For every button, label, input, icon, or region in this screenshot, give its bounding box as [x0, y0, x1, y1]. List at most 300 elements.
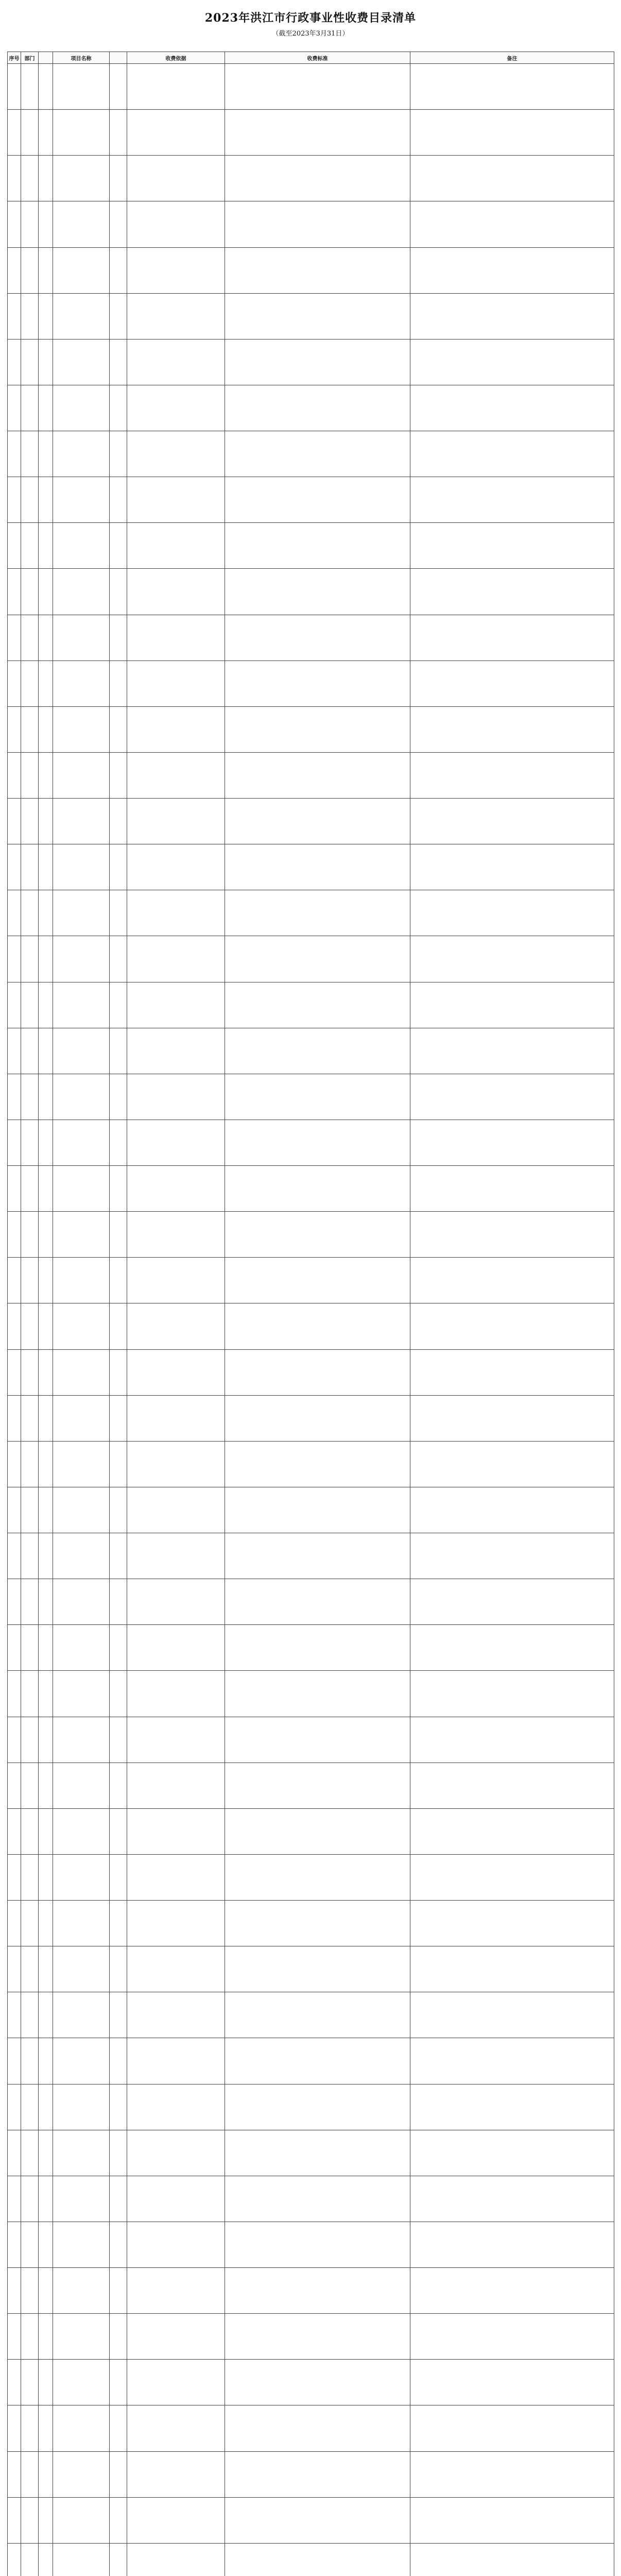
cell-subindex [39, 1441, 53, 1487]
cell-remarks [410, 293, 614, 339]
cell-index [8, 1671, 21, 1717]
cell-item-name [53, 844, 110, 890]
cell-basis [127, 1212, 225, 1258]
cell-department [21, 936, 39, 982]
cell-basis [127, 1625, 225, 1671]
cell-department [21, 1854, 39, 1900]
cell-item-name [53, 615, 110, 660]
cell-standard [225, 2543, 410, 2576]
cell-index [8, 982, 21, 1028]
cell-department [21, 2451, 39, 2497]
cell-basis [127, 1579, 225, 1625]
table-row [8, 799, 614, 844]
cell-standard [225, 660, 410, 706]
cell-basis [127, 385, 225, 431]
cell-standard [225, 2314, 410, 2360]
cell-department [21, 1992, 39, 2038]
cell-item-name [53, 1349, 110, 1395]
cell-item-name [53, 2451, 110, 2497]
cell-department [21, 2038, 39, 2084]
cell-standard [225, 1533, 410, 1579]
cell-basis [127, 982, 225, 1028]
cell-standard [225, 1946, 410, 1992]
cell-item-name [53, 339, 110, 385]
cell-index [8, 2038, 21, 2084]
cell-subindex [39, 2084, 53, 2130]
cell-subindex [39, 1808, 53, 1854]
cell-category [110, 385, 127, 431]
cell-subindex [39, 1992, 53, 2038]
cell-basis [127, 2084, 225, 2130]
cell-remarks [410, 1349, 614, 1395]
cell-standard [225, 201, 410, 247]
cell-basis [127, 1808, 225, 1854]
cell-remarks [410, 890, 614, 936]
cell-department [21, 2405, 39, 2451]
cell-subindex [39, 1854, 53, 1900]
cell-item-name [53, 569, 110, 615]
cell-category [110, 1854, 127, 1900]
cell-item-name [53, 1028, 110, 1074]
cell-item-name [53, 1258, 110, 1303]
cell-department [21, 1074, 39, 1120]
cell-subindex [39, 1946, 53, 1992]
table-row [8, 706, 614, 752]
cell-remarks [410, 247, 614, 293]
table-row [8, 1717, 614, 1762]
cell-category [110, 844, 127, 890]
cell-item-name [53, 1487, 110, 1533]
cell-standard [225, 431, 410, 477]
cell-basis [127, 1671, 225, 1717]
table-row [8, 1028, 614, 1074]
cell-remarks [410, 1120, 614, 1165]
cell-subindex [39, 293, 53, 339]
cell-standard [225, 1166, 410, 1212]
cell-index [8, 2130, 21, 2176]
cell-item-name [53, 2497, 110, 2543]
cell-basis [127, 1441, 225, 1487]
cell-remarks [410, 799, 614, 844]
cell-standard [225, 2405, 410, 2451]
cell-subindex [39, 2497, 53, 2543]
table-row [8, 569, 614, 615]
cell-subindex [39, 844, 53, 890]
cell-standard [225, 1808, 410, 1854]
cell-subindex [39, 477, 53, 523]
cell-basis [127, 339, 225, 385]
cell-category [110, 799, 127, 844]
cell-index [8, 1120, 21, 1165]
cell-department [21, 1671, 39, 1717]
table-row [8, 1074, 614, 1120]
cell-category [110, 431, 127, 477]
cell-basis [127, 1166, 225, 1212]
table-row [8, 247, 614, 293]
cell-item-name [53, 1717, 110, 1762]
table-row [8, 2314, 614, 2360]
cell-index [8, 2222, 21, 2267]
cell-standard [225, 1395, 410, 1441]
table-row [8, 1258, 614, 1303]
cell-index [8, 1854, 21, 1900]
cell-remarks [410, 2222, 614, 2267]
cell-item-name [53, 2176, 110, 2222]
cell-remarks [410, 1717, 614, 1762]
cell-category [110, 247, 127, 293]
cell-subindex [39, 615, 53, 660]
cell-index [8, 706, 21, 752]
header-index: 序号 [8, 52, 21, 64]
cell-basis [127, 2222, 225, 2267]
table-row [8, 1487, 614, 1533]
cell-subindex [39, 1074, 53, 1120]
cell-subindex [39, 385, 53, 431]
cell-category [110, 660, 127, 706]
cell-item-name [53, 293, 110, 339]
cell-department [21, 339, 39, 385]
table-row [8, 936, 614, 982]
cell-standard [225, 523, 410, 569]
cell-remarks [410, 110, 614, 156]
cell-category [110, 1671, 127, 1717]
cell-standard [225, 1579, 410, 1625]
document-title: 2023年洪江市行政事业性收费目录清单 [204, 11, 417, 25]
cell-remarks [410, 844, 614, 890]
cell-category [110, 2038, 127, 2084]
cell-category [110, 201, 127, 247]
cell-standard [225, 2268, 410, 2314]
cell-standard [225, 247, 410, 293]
cell-subindex [39, 1212, 53, 1258]
cell-department [21, 1946, 39, 1992]
cell-subindex [39, 2543, 53, 2576]
cell-remarks [410, 1762, 614, 1808]
cell-index [8, 1901, 21, 1946]
cell-subindex [39, 64, 53, 110]
cell-category [110, 1717, 127, 1762]
cell-remarks [410, 523, 614, 569]
table-row [8, 1671, 614, 1717]
table-row [8, 1901, 614, 1946]
cell-item-name [53, 1441, 110, 1487]
cell-basis [127, 752, 225, 798]
cell-item-name [53, 1625, 110, 1671]
cell-category [110, 1074, 127, 1120]
cell-index [8, 431, 21, 477]
table-row [8, 2038, 614, 2084]
cell-basis [127, 2497, 225, 2543]
cell-basis [127, 799, 225, 844]
cell-standard [225, 2130, 410, 2176]
cell-remarks [410, 1166, 614, 1212]
cell-remarks [410, 1395, 614, 1441]
cell-standard [225, 1028, 410, 1074]
cell-basis [127, 201, 225, 247]
cell-basis [127, 1992, 225, 2038]
cell-index [8, 2268, 21, 2314]
cell-basis [127, 569, 225, 615]
table-row [8, 477, 614, 523]
table-row [8, 1625, 614, 1671]
cell-basis [127, 1028, 225, 1074]
cell-category [110, 615, 127, 660]
table-row [8, 523, 614, 569]
cell-department [21, 477, 39, 523]
cell-index [8, 1992, 21, 2038]
table-row [8, 1441, 614, 1487]
cell-index [8, 1533, 21, 1579]
cell-department [21, 64, 39, 110]
cell-remarks [410, 1441, 614, 1487]
cell-basis [127, 1533, 225, 1579]
cell-remarks [410, 2176, 614, 2222]
cell-category [110, 2405, 127, 2451]
table-row [8, 1166, 614, 1212]
cell-standard [225, 1258, 410, 1303]
cell-subindex [39, 110, 53, 156]
cell-index [8, 2314, 21, 2360]
cell-basis [127, 2038, 225, 2084]
cell-department [21, 2084, 39, 2130]
cell-standard [225, 1671, 410, 1717]
cell-category [110, 2084, 127, 2130]
cell-department [21, 385, 39, 431]
cell-item-name [53, 1533, 110, 1579]
cell-standard [225, 293, 410, 339]
cell-remarks [410, 1854, 614, 1900]
cell-remarks [410, 1028, 614, 1074]
cell-remarks [410, 2405, 614, 2451]
cell-category [110, 1533, 127, 1579]
cell-category [110, 1762, 127, 1808]
cell-item-name [53, 1992, 110, 2038]
cell-item-name [53, 1303, 110, 1349]
cell-department [21, 1533, 39, 1579]
cell-category [110, 110, 127, 156]
cell-category [110, 1579, 127, 1625]
cell-basis [127, 477, 225, 523]
cell-subindex [39, 1762, 53, 1808]
cell-remarks [410, 1671, 614, 1717]
cell-index [8, 615, 21, 660]
cell-subindex [39, 1533, 53, 1579]
table-row [8, 2176, 614, 2222]
cell-category [110, 1625, 127, 1671]
cell-category [110, 339, 127, 385]
cell-remarks [410, 1625, 614, 1671]
cell-standard [225, 2084, 410, 2130]
table-row [8, 1120, 614, 1165]
cell-category [110, 936, 127, 982]
cell-index [8, 2360, 21, 2405]
cell-department [21, 1487, 39, 1533]
cell-item-name [53, 2314, 110, 2360]
cell-department [21, 844, 39, 890]
cell-index [8, 1395, 21, 1441]
cell-remarks [410, 339, 614, 385]
header-subindex [39, 52, 53, 64]
cell-remarks [410, 1946, 614, 1992]
table-row [8, 2222, 614, 2267]
cell-subindex [39, 752, 53, 798]
cell-item-name [53, 523, 110, 569]
cell-basis [127, 1303, 225, 1349]
cell-item-name [53, 2405, 110, 2451]
cell-department [21, 2360, 39, 2405]
cell-department [21, 1349, 39, 1395]
cell-category [110, 64, 127, 110]
cell-standard [225, 1120, 410, 1165]
table-row [8, 2405, 614, 2451]
cell-index [8, 201, 21, 247]
table-row [8, 1992, 614, 2038]
table-header-row [8, 52, 614, 64]
cell-standard [225, 706, 410, 752]
cell-item-name [53, 1808, 110, 1854]
cell-item-name [53, 1671, 110, 1717]
cell-basis [127, 523, 225, 569]
cell-basis [127, 1946, 225, 1992]
cell-basis [127, 615, 225, 660]
cell-standard [225, 1717, 410, 1762]
cell-standard [225, 1074, 410, 1120]
cell-subindex [39, 1671, 53, 1717]
cell-department [21, 615, 39, 660]
cell-category [110, 2543, 127, 2576]
cell-subindex [39, 1579, 53, 1625]
cell-remarks [410, 2314, 614, 2360]
cell-index [8, 339, 21, 385]
cell-item-name [53, 247, 110, 293]
cell-item-name [53, 1395, 110, 1441]
cell-item-name [53, 2222, 110, 2267]
table-row [8, 1579, 614, 1625]
cell-index [8, 1487, 21, 1533]
cell-standard [225, 2176, 410, 2222]
cell-basis [127, 706, 225, 752]
table-row [8, 1303, 614, 1349]
cell-category [110, 2130, 127, 2176]
cell-remarks [410, 1258, 614, 1303]
cell-index [8, 1349, 21, 1395]
cell-department [21, 293, 39, 339]
table-row [8, 2543, 614, 2576]
cell-department [21, 2543, 39, 2576]
cell-standard [225, 982, 410, 1028]
cell-category [110, 2176, 127, 2222]
cell-basis [127, 2176, 225, 2222]
cell-remarks [410, 2084, 614, 2130]
cell-category [110, 1901, 127, 1946]
cell-index [8, 2543, 21, 2576]
cell-basis [127, 1074, 225, 1120]
cell-standard [225, 110, 410, 156]
cell-subindex [39, 2222, 53, 2267]
cell-department [21, 2130, 39, 2176]
cell-standard [225, 844, 410, 890]
cell-department [21, 982, 39, 1028]
cell-subindex [39, 523, 53, 569]
table-row [8, 64, 614, 110]
cell-basis [127, 156, 225, 201]
cell-subindex [39, 890, 53, 936]
cell-subindex [39, 201, 53, 247]
cell-remarks [410, 1074, 614, 1120]
cell-category [110, 156, 127, 201]
cell-subindex [39, 2038, 53, 2084]
cell-index [8, 660, 21, 706]
cell-category [110, 1808, 127, 1854]
cell-subindex [39, 2130, 53, 2176]
cell-remarks [410, 1992, 614, 2038]
table-row [8, 431, 614, 477]
cell-category [110, 2497, 127, 2543]
cell-index [8, 1441, 21, 1487]
table-row [8, 2084, 614, 2130]
cell-item-name [53, 2130, 110, 2176]
cell-department [21, 156, 39, 201]
cell-category [110, 2451, 127, 2497]
header-standard: 收费标准 [225, 52, 410, 64]
cell-index [8, 156, 21, 201]
cell-department [21, 1625, 39, 1671]
table-row [8, 890, 614, 936]
cell-subindex [39, 2314, 53, 2360]
cell-basis [127, 936, 225, 982]
table-row [8, 156, 614, 201]
cell-item-name [53, 660, 110, 706]
cell-department [21, 2497, 39, 2543]
table-row [8, 1533, 614, 1579]
cell-standard [225, 1441, 410, 1487]
cell-item-name [53, 936, 110, 982]
cell-department [21, 247, 39, 293]
cell-basis [127, 1487, 225, 1533]
cell-index [8, 936, 21, 982]
cell-index [8, 1074, 21, 1120]
cell-item-name [53, 2268, 110, 2314]
cell-subindex [39, 2268, 53, 2314]
cell-remarks [410, 982, 614, 1028]
cell-category [110, 523, 127, 569]
cell-category [110, 293, 127, 339]
cell-basis [127, 1120, 225, 1165]
cell-subindex [39, 1028, 53, 1074]
cell-subindex [39, 247, 53, 293]
cell-item-name [53, 1946, 110, 1992]
cell-category [110, 1349, 127, 1395]
cell-standard [225, 936, 410, 982]
cell-subindex [39, 2360, 53, 2405]
cell-basis [127, 1717, 225, 1762]
cell-basis [127, 2130, 225, 2176]
cell-basis [127, 293, 225, 339]
cell-remarks [410, 477, 614, 523]
cell-basis [127, 844, 225, 890]
cell-index [8, 1946, 21, 1992]
cell-item-name [53, 1762, 110, 1808]
table-row [8, 2268, 614, 2314]
cell-item-name [53, 2084, 110, 2130]
cell-item-name [53, 2038, 110, 2084]
cell-index [8, 1762, 21, 1808]
cell-item-name [53, 110, 110, 156]
cell-standard [225, 1349, 410, 1395]
table-row [8, 2451, 614, 2497]
cell-index [8, 477, 21, 523]
cell-subindex [39, 706, 53, 752]
